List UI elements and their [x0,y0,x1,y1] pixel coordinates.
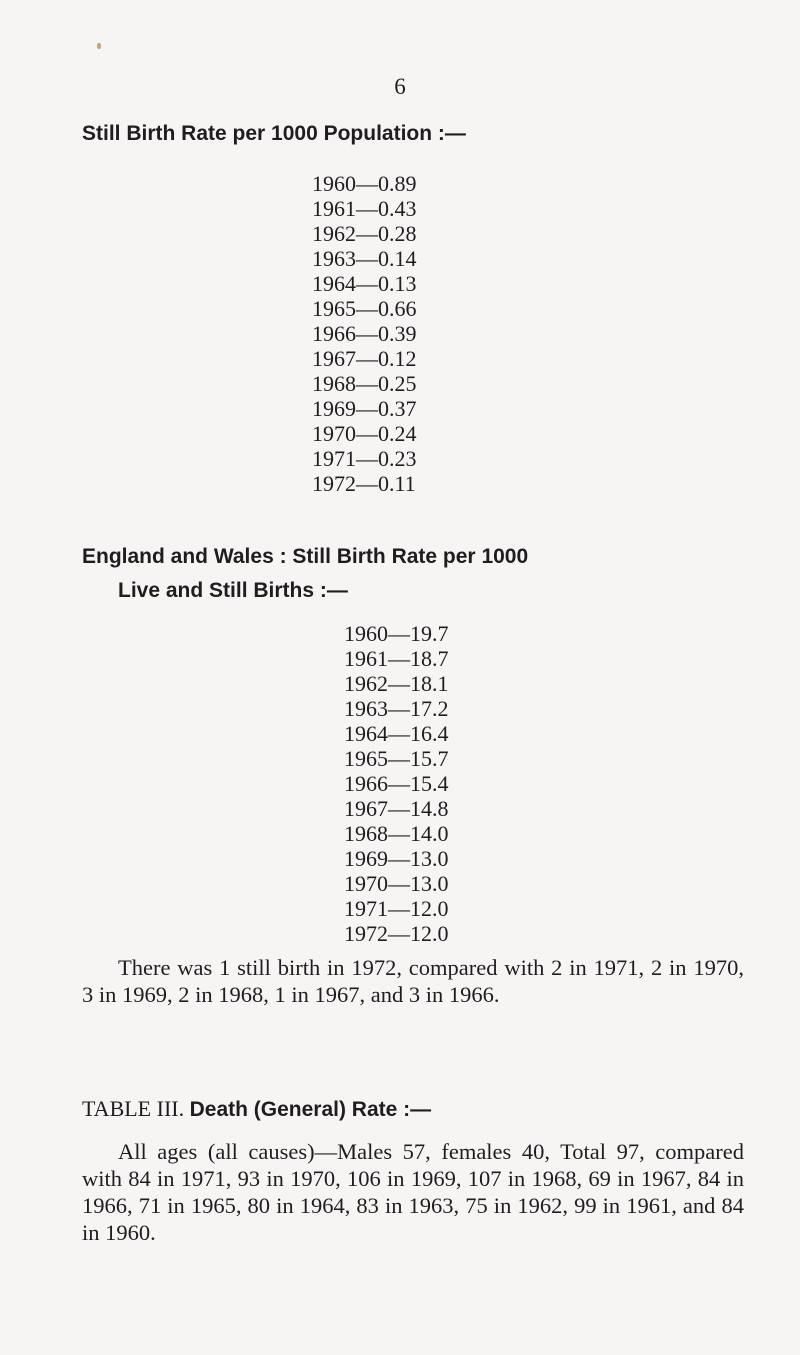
still-birth-paragraph-text: There was 1 still birth in 1972, compared with 2 in 1971, 2 in 1970, 3 in 1969, 2 in 1968, 1 in 1967, and 3 in 1966. [82,955,744,1007]
rate-entry: 1965—15.7 [344,746,449,771]
rate-entry: 1966—15.4 [344,771,449,796]
page-number: 6 [394,74,406,99]
england-wales-heading-line2: Live and Still Births :— [118,579,348,602]
rate-entry: 1961—18.7 [344,646,449,671]
rate-entry: 1966—0.39 [312,321,417,346]
rate-entry: 1963—17.2 [344,696,449,721]
rate-entry: 1972—0.11 [312,471,416,496]
rate-entry: 1967—14.8 [344,796,449,821]
rate-entry: 1972—12.0 [344,921,449,946]
death-rate-paragraph [82,1138,744,1246]
rate-entry: 1971—0.23 [312,446,417,471]
rate-entry: 1970—0.24 [312,421,417,446]
rate-entry: 1970—13.0 [344,871,449,896]
still-birth-paragraph [82,954,744,1008]
table-iii-label: TABLE III. [82,1096,185,1121]
still-birth-rate-list [312,171,417,496]
rate-entry: 1963—0.14 [312,246,417,271]
england-wales-rate-list [344,621,449,946]
table-iii-caption [82,1096,431,1122]
rate-entry: 1968—14.0 [344,821,449,846]
rate-entry: 1969—13.0 [344,846,449,871]
rate-entry: 1961—0.43 [312,196,417,221]
still-birth-rate-heading: Still Birth Rate per 1000 Population :— [82,122,466,145]
rate-entry: 1967—0.12 [312,346,417,371]
rate-entry: 1962—18.1 [344,671,449,696]
rate-entry: 1964—0.13 [312,271,417,296]
rate-entry: 1960—19.7 [344,621,449,646]
rate-entry: 1968—0.25 [312,371,417,396]
rate-entry: 1964—16.4 [344,721,449,746]
table-iii-title: Death (General) Rate :— [189,1098,432,1121]
rate-entry: 1960—0.89 [312,171,417,196]
rate-entry: 1969—0.37 [312,396,417,421]
rate-entry: 1965—0.66 [312,296,417,321]
rate-entry: 1962—0.28 [312,221,417,246]
death-rate-paragraph-text: All ages (all causes)—Males 57, females 40, Total 97, compared with 84 in 1971, 93 in 1970, 106 in 1969, 107 in 1968, 69 in 1967, 84 in 1966, 71 in 1965, 80 in 1964, 83 in 1963, 75 in 1962, 99 in 1961, and 84 in 1960. [82,1139,744,1245]
paper-speck [97,43,101,49]
england-wales-heading-line1: England and Wales : Still Birth Rate per 1000 [82,545,529,568]
rate-entry: 1971—12.0 [344,896,449,921]
